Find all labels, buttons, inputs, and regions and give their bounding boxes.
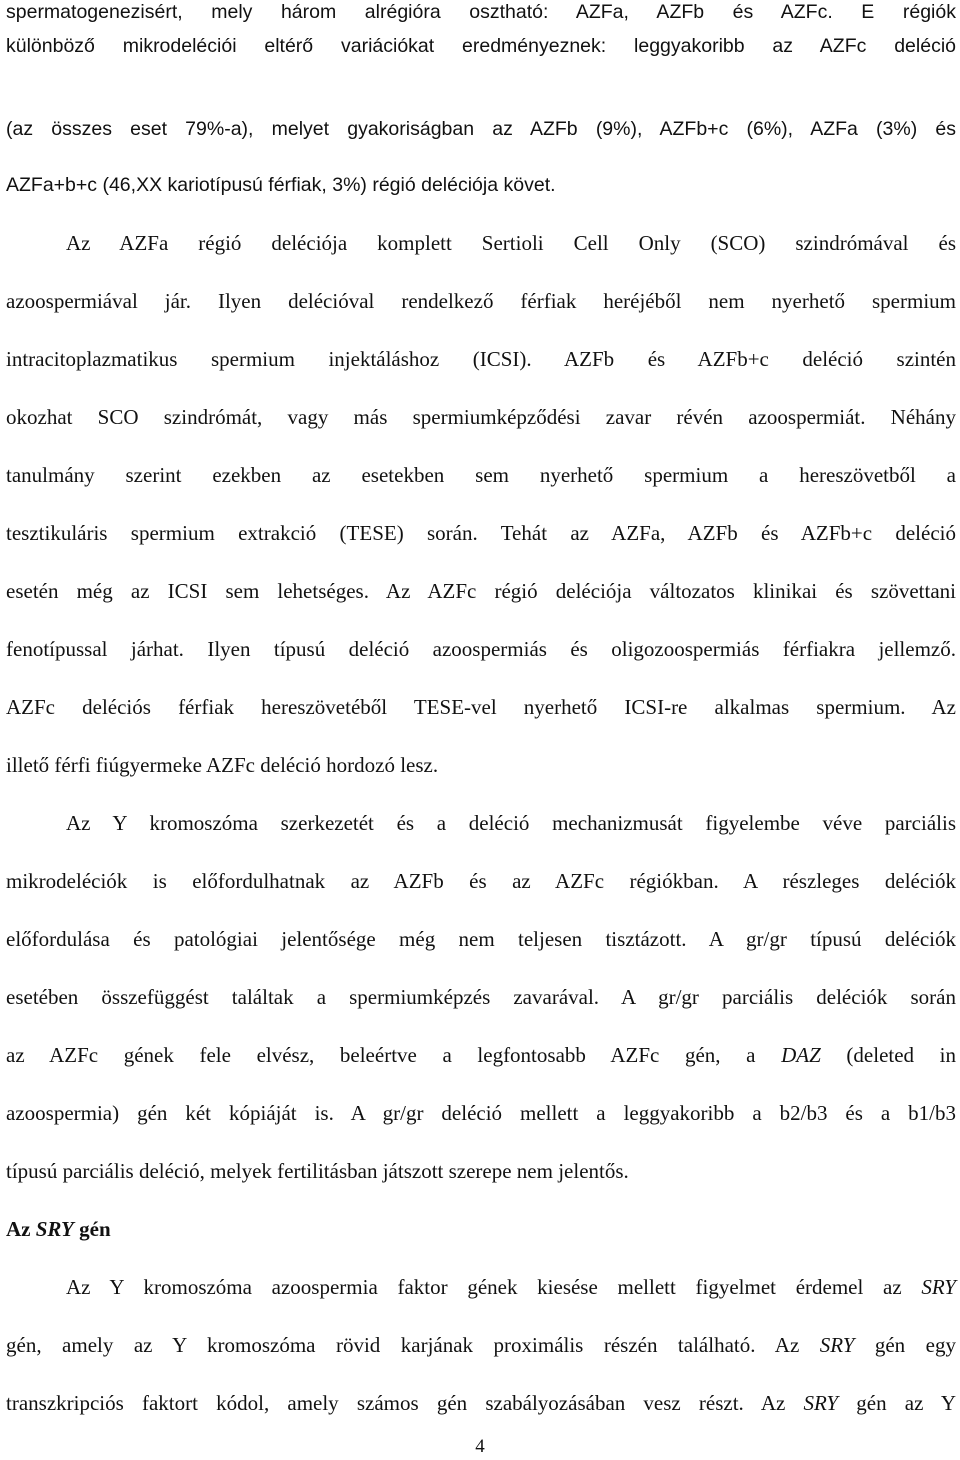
paragraph-line: esetében összefüggést találtak a spermiumképzés zavarával. A gr/gr parciális deléciók során: [6, 985, 956, 1009]
paragraph-line: tesztikuláris spermium extrakció (TESE) során. Tehát az AZFa, AZFb és AZFb+c deléció: [6, 521, 956, 545]
paragraph-line: előfordulása és patológiai jelentősége még nem teljesen tisztázott. A gr/gr típusú deléciók: [6, 927, 956, 951]
paragraph-line: azoospermia) gén két kópiáját is. A gr/gr deléció mellett a leggyakoribb a b2/b3 és a b1/b3: [6, 1101, 956, 1125]
paragraph-line: okozhat SCO szindrómát, vagy más spermiumképződési zavar révén azoospermiát. Néhány: [6, 405, 956, 429]
paragraph-line: AZFc deléciós férfiak hereszövetéből TESE-vel nyerhető ICSI-re alkalmas spermium. Az: [6, 695, 956, 719]
paragraph-text: gén az Y: [838, 1391, 956, 1415]
paragraph-line: illető férfi fiúgyermeke AZFc deléció hordozó lesz.: [6, 753, 439, 777]
gene-name: SRY: [803, 1391, 839, 1415]
gene-name: SRY: [921, 1275, 956, 1299]
paragraph-line: azoospermiával jár. Ilyen delécióval rendelkező férfiak heréjéből nem nyerhető spermium: [6, 289, 956, 313]
paragraph-line: tanulmány szerint ezekben az esetekben sem nyerhető spermium a hereszövetből a: [6, 463, 956, 487]
heading-text: gén: [73, 1217, 111, 1241]
paragraph-text: transzkripciós faktort kódol, amely számos gén szabályozásában vesz részt. Az: [6, 1391, 804, 1415]
page-number: 4: [475, 1436, 485, 1457]
heading-text: Az: [6, 1217, 36, 1241]
paragraph-line: [6, 1333, 956, 1357]
paragraph-text: gén egy: [854, 1333, 956, 1357]
paragraph-line: típusú parciális deléció, melyek fertilitásban játszott szerepe nem jelentős.: [6, 1159, 629, 1183]
paragraph-line: fenotípussal járhat. Ilyen típusú deléció azoospermiás és oligozoospermiás férfiakra jellemző.: [6, 637, 956, 661]
paragraph-line: AZFa+b+c (46,XX kariotípusú férfiak, 3%) régió deléciója követ.: [6, 174, 556, 196]
paragraph-text: (deleted in: [820, 1043, 956, 1067]
paragraph-line: esetén még az ICSI sem lehetséges. Az AZFc régió deléciója változatos klinikai és szövettani: [6, 579, 956, 603]
paragraph-line: spermatogenezisért, mely három alrégióra osztható: AZFa, AZFb és AZFc. E régiók: [6, 1, 956, 23]
section-heading: [6, 1217, 956, 1241]
paragraph-line: [6, 1391, 956, 1415]
paragraph-line: mikrodeléciók is előfordulhatnak az AZFb és az AZFc régiókban. A részleges deléciók: [6, 869, 956, 893]
paragraph-text: az AZFc gének fele elvész, beleértve a legfontosabb AZFc gén, a: [6, 1043, 782, 1067]
paragraph-line: intracitoplazmatikus spermium injektáláshoz (ICSI). AZFb és AZFb+c deléció szintén: [6, 347, 956, 371]
gene-name: SRY: [819, 1333, 855, 1357]
paragraph-line: [6, 1043, 956, 1067]
paragraph-line: különböző mikrodeléciói eltérő variációkat eredményeznek: leggyakoribb az AZFc deléció: [6, 35, 956, 57]
paragraph-line: Az AZFa régió deléciója komplett Sertioli Cell Only (SCO) szindrómával és: [66, 231, 956, 255]
gene-name: SRY: [35, 1217, 74, 1241]
gene-name: DAZ: [781, 1043, 821, 1067]
paragraph-line: (az összes eset 79%-a), melyet gyakoriságban az AZFb (9%), AZFb+c (6%), AZFa (3%) és: [6, 118, 956, 140]
paragraph-line: [66, 1275, 956, 1299]
paragraph-text: Az Y kromoszóma azoospermia faktor gének kiesése mellett figyelmet érdemel az: [66, 1275, 922, 1299]
paragraph-text: gén, amely az Y kromoszóma rövid karjának proximális részén található. Az: [6, 1333, 820, 1357]
paragraph-line: Az Y kromoszóma szerkezetét és a deléció mechanizmusát figyelembe véve parciális: [66, 811, 956, 835]
